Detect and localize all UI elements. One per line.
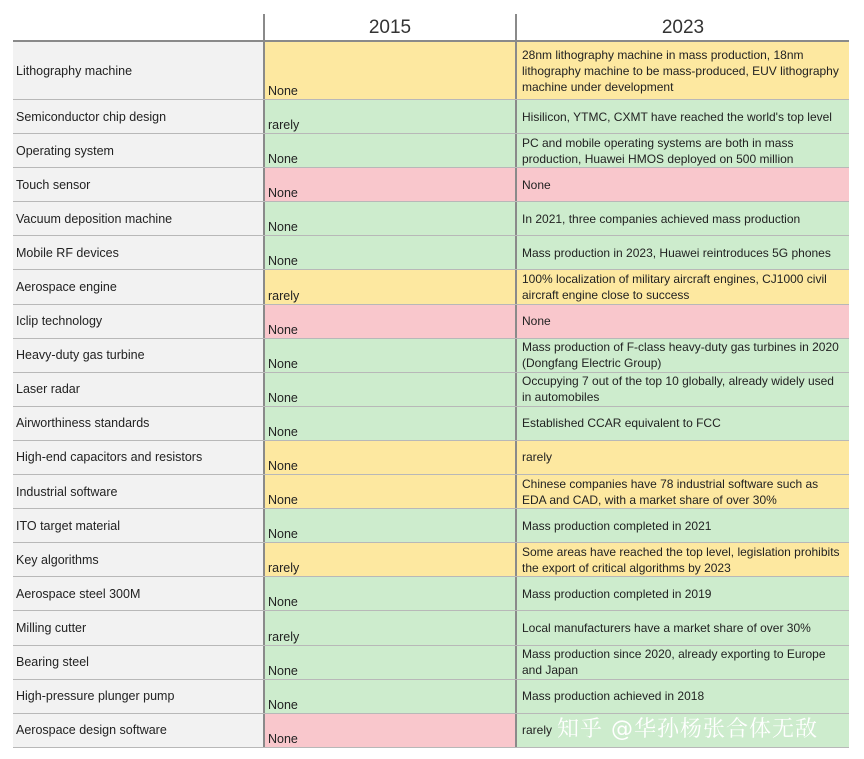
table-row bbox=[13, 305, 849, 339]
status-2015: None bbox=[265, 475, 517, 508]
table-row bbox=[13, 543, 849, 577]
status-2015: None bbox=[265, 42, 517, 99]
technology-name: Aerospace engine bbox=[13, 270, 265, 303]
status-2015: None bbox=[265, 714, 517, 747]
technology-name: Milling cutter bbox=[13, 611, 265, 644]
status-2023: Mass production completed in 2021 bbox=[517, 509, 849, 542]
status-2015: None bbox=[265, 339, 517, 372]
table-row bbox=[13, 236, 849, 270]
status-2015: None bbox=[265, 236, 517, 269]
status-2023: Local manufacturers have a market share of over 30% bbox=[517, 611, 849, 644]
status-2015: None bbox=[265, 305, 517, 338]
header-empty-cell bbox=[13, 14, 265, 40]
table-row bbox=[13, 646, 849, 680]
status-2015: None bbox=[265, 577, 517, 610]
status-2023: None bbox=[517, 168, 849, 201]
technology-name: High-pressure plunger pump bbox=[13, 680, 265, 713]
status-2015: None bbox=[265, 202, 517, 235]
status-2023: Hisilicon, YTMC, CXMT have reached the world's top level bbox=[517, 100, 849, 133]
status-2015: None bbox=[265, 168, 517, 201]
status-2023: None bbox=[517, 305, 849, 338]
status-2015: None bbox=[265, 646, 517, 679]
technology-name: Bearing steel bbox=[13, 646, 265, 679]
table-row bbox=[13, 202, 849, 236]
technology-name: Laser radar bbox=[13, 373, 265, 406]
status-2015: rarely bbox=[265, 270, 517, 303]
status-2015: rarely bbox=[265, 611, 517, 644]
status-2023: rarely bbox=[517, 714, 849, 747]
status-2023: Established CCAR equivalent to FCC bbox=[517, 407, 849, 440]
status-2015: rarely bbox=[265, 543, 517, 576]
technology-name: Vacuum deposition machine bbox=[13, 202, 265, 235]
technology-name: Aerospace steel 300M bbox=[13, 577, 265, 610]
table-row bbox=[13, 407, 849, 441]
status-2023: Mass production in 2023, Huawei reintroduces 5G phones bbox=[517, 236, 849, 269]
technology-name: Airworthiness standards bbox=[13, 407, 265, 440]
technology-name: Industrial software bbox=[13, 475, 265, 508]
status-2023: Some areas have reached the top level, legislation prohibits the export of critical algorithms by 2023 bbox=[517, 543, 849, 576]
header-2023: 2023 bbox=[661, 17, 705, 38]
technology-name: Operating system bbox=[13, 134, 265, 167]
status-2023: In 2021, three companies achieved mass production bbox=[517, 202, 849, 235]
status-2023: Mass production of F-class heavy-duty gas turbines in 2020 (Dongfang Electric Group) bbox=[517, 339, 849, 372]
technology-name: Lithography machine bbox=[13, 42, 265, 99]
table-row bbox=[13, 509, 849, 543]
table-body bbox=[13, 40, 849, 748]
table-row bbox=[13, 100, 849, 134]
comparison-table bbox=[13, 14, 849, 748]
table-row bbox=[13, 611, 849, 645]
status-2023: PC and mobile operating systems are both in mass production, Huawei HMOS deployed on 500 million bbox=[517, 134, 849, 167]
technology-name: High-end capacitors and resistors bbox=[13, 441, 265, 474]
technology-name: Mobile RF devices bbox=[13, 236, 265, 269]
status-2023: Mass production since 2020, already exporting to Europe and Japan bbox=[517, 646, 849, 679]
table-header bbox=[13, 14, 849, 40]
status-2023: Mass production achieved in 2018 bbox=[517, 680, 849, 713]
technology-name: Iclip technology bbox=[13, 305, 265, 338]
status-2015: None bbox=[265, 134, 517, 167]
table-row bbox=[13, 680, 849, 714]
technology-name: Semiconductor chip design bbox=[13, 100, 265, 133]
table-row bbox=[13, 373, 849, 407]
table-row bbox=[13, 577, 849, 611]
status-2023: 100% localization of military aircraft engines, CJ1000 civil aircraft engine close to success bbox=[517, 270, 849, 303]
status-2023: Mass production completed in 2019 bbox=[517, 577, 849, 610]
status-2015: None bbox=[265, 441, 517, 474]
table-row bbox=[13, 475, 849, 509]
technology-name: Aerospace design software bbox=[13, 714, 265, 747]
header-2015: 2015 bbox=[265, 14, 517, 40]
table-row bbox=[13, 339, 849, 373]
technology-name: Touch sensor bbox=[13, 168, 265, 201]
status-2015: None bbox=[265, 373, 517, 406]
technology-name: Heavy-duty gas turbine bbox=[13, 339, 265, 372]
status-2023: 28nm lithography machine in mass production, 18nm lithography machine to be mass-produced, EUV lithography machine under development bbox=[517, 42, 849, 99]
technology-name: ITO target material bbox=[13, 509, 265, 542]
table-row bbox=[13, 168, 849, 202]
table-row bbox=[13, 134, 849, 168]
table-row bbox=[13, 40, 849, 100]
status-2015: None bbox=[265, 509, 517, 542]
watermark: 知乎 @华孙杨张合体无敌 bbox=[557, 717, 818, 742]
status-2023: Chinese companies have 78 industrial software such as EDA and CAD, with a market share of over 30% bbox=[517, 475, 849, 508]
status-2015: None bbox=[265, 407, 517, 440]
status-2015: rarely bbox=[265, 100, 517, 133]
table-row bbox=[13, 270, 849, 304]
table-row bbox=[13, 441, 849, 475]
status-2023: rarely bbox=[517, 441, 849, 474]
status-2023: Occupying 7 out of the top 10 globally, already widely used in automobiles bbox=[517, 373, 849, 406]
status-2015: None bbox=[265, 680, 517, 713]
technology-name: Key algorithms bbox=[13, 543, 265, 576]
